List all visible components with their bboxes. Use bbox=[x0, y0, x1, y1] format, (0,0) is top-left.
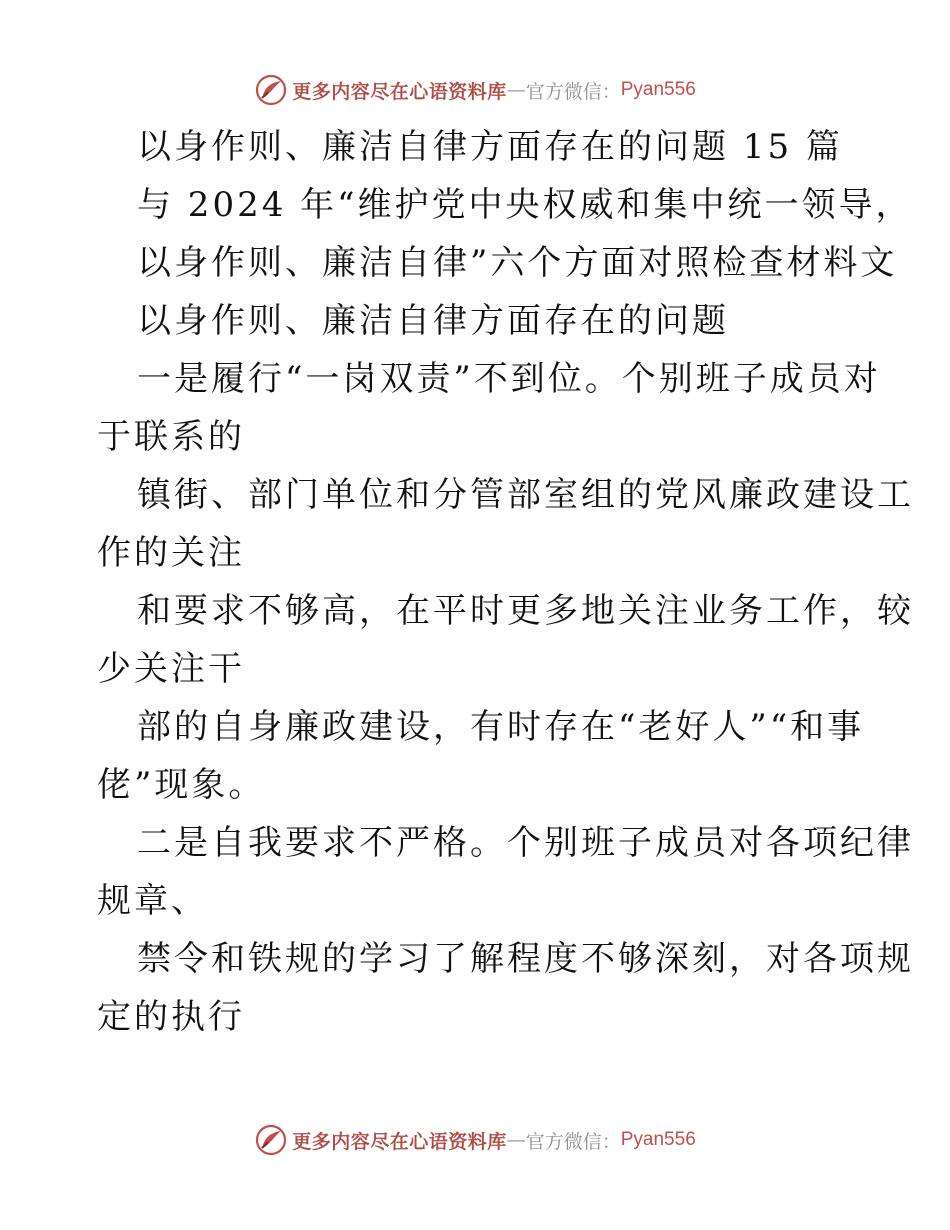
header-brand-text: 更多内容尽在心语资料库 bbox=[292, 80, 507, 103]
paragraph-line: 镇街、部门单位和分管部室组的党风廉政建设工 bbox=[137, 475, 914, 515]
brand-logo-icon bbox=[254, 73, 288, 107]
header-wechat-label: 官方微信： bbox=[525, 80, 621, 103]
brand-logo-icon bbox=[254, 1123, 288, 1157]
header-banner bbox=[0, 70, 950, 110]
paragraph-line: 规章、 bbox=[97, 881, 208, 921]
footer-wechat-id: Pyan556 bbox=[620, 1129, 696, 1150]
paragraph-line: 禁令和铁规的学习了解程度不够深刻，对各项规 bbox=[137, 939, 914, 979]
section-heading: 以身作则、廉洁自律方面存在的问题 bbox=[137, 301, 729, 341]
paragraph-line: 部的自身廉政建设，有时存在“老好人”“和事 bbox=[137, 707, 865, 747]
paragraph-line: 作的关注 bbox=[97, 533, 245, 573]
footer-wechat-label: 官方微信： bbox=[525, 1130, 621, 1153]
paragraph-line: 佬”现象。 bbox=[97, 765, 266, 805]
paragraph-line: 于联系的 bbox=[97, 417, 245, 457]
subtitle-line-2: 以身作则、廉洁自律”六个方面对照检查材料文 bbox=[137, 243, 898, 283]
footer-banner bbox=[0, 1120, 950, 1160]
header-separator: — bbox=[506, 79, 526, 101]
title-line: 以身作则、廉洁自律方面存在的问题 15 篇 bbox=[137, 127, 843, 167]
footer-separator: — bbox=[506, 1129, 526, 1151]
header-wechat-id: Pyan556 bbox=[620, 79, 696, 100]
paragraph-line: 一是履行“一岗双责”不到位。个别班子成员对 bbox=[137, 359, 881, 399]
paragraph-line: 和要求不够高，在平时更多地关注业务工作，较 bbox=[137, 591, 914, 631]
paragraph-line: 定的执行 bbox=[97, 997, 245, 1037]
subtitle-line-1: 与 2024 年“维护党中央权威和集中统一领导， bbox=[137, 185, 913, 225]
footer-brand-text: 更多内容尽在心语资料库 bbox=[292, 1130, 507, 1153]
paragraph-line: 二是自我要求不严格。个别班子成员对各项纪律 bbox=[137, 823, 914, 863]
paragraph-line: 少关注干 bbox=[97, 649, 245, 689]
